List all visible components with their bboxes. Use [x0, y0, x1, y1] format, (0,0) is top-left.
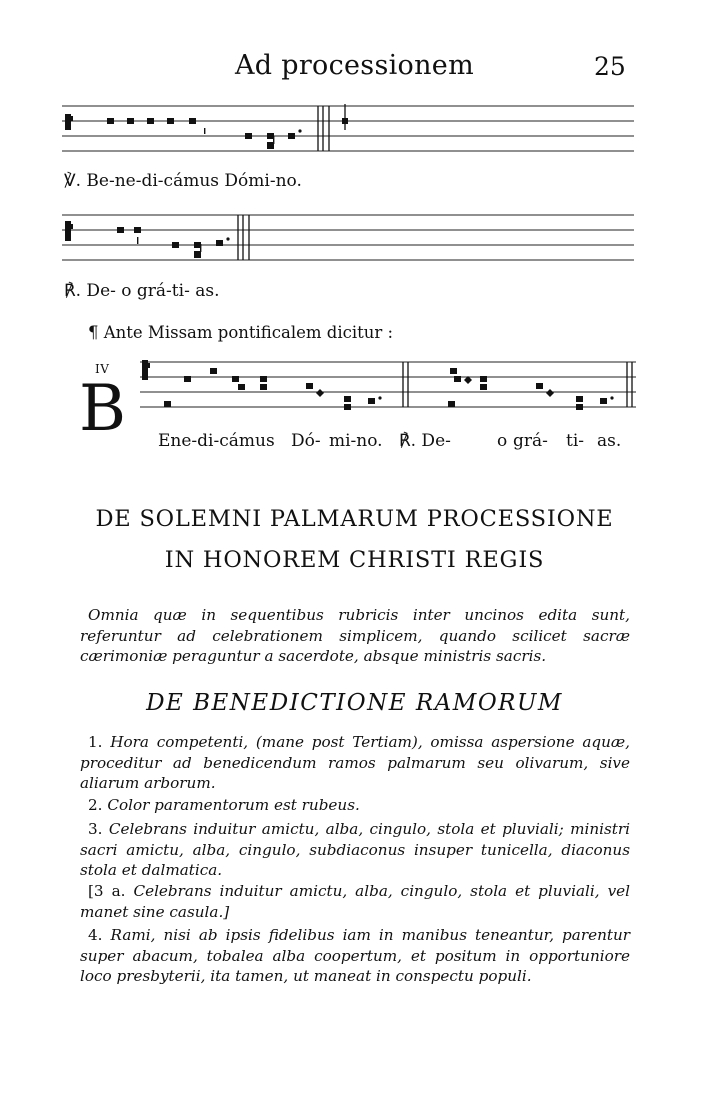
rubric-text: Celebrans induitur amictu, alba, cingulo, stola et pluviali; ministri sacri amictu, alba, cingulo, subdiaconus insuper tunicella, diaconus stola et dalmatica. [80, 820, 631, 879]
chant-staff-1 [62, 104, 634, 156]
chant-syllable: Dó- [291, 431, 321, 451]
intro-note: Omnia quæ in sequentibus rubricis inter uncinos edita sunt, referuntur ad celebrationem simplicem, quando scilicet sacræ cærimoniæ peraguntur a sacerdote, absque ministris sacris. [80, 606, 630, 665]
chant-syllable: ℟. De- [399, 431, 451, 451]
rubric-paragraph [80, 732, 630, 794]
rubric-text: Hora competenti, (mane post Tertiam), omissa aspersione aquæ, proceditur ad benedicendum ramos palmarum seu olivarum, sive aliarum arborum. [80, 733, 630, 792]
rubric-number: [3 a. [88, 882, 126, 900]
chant-syllable: o [497, 431, 508, 451]
response-text: ℟. De- o grá-ti- as. [64, 281, 220, 301]
chant-syllable: Ene-di-cámus [158, 431, 275, 451]
chant-syllable: ti- [566, 431, 585, 451]
chant-syllable: as. [597, 431, 622, 451]
rubric-number: 2. [88, 796, 103, 814]
page-number: 25 [594, 52, 626, 81]
rubric-text: Celebrans induitur amictu, alba, cingulo, stola et pluviali, vel manet sine casula.] [80, 882, 630, 921]
section-title-line-2: IN HONOREM CHRISTI REGIS [164, 547, 545, 573]
rubric-number: 1. [88, 733, 103, 751]
running-title: Ad processionem [235, 50, 474, 81]
initial-letter: B [79, 372, 127, 446]
rubric-text: Color paramentorum est rubeus. [107, 796, 360, 814]
chant-staff-2 [62, 213, 634, 265]
rubric-paragraph [80, 925, 630, 987]
rubric-number: 4. [88, 926, 103, 944]
rubric-text: Rami, nisi ab ipsis fidelibus iam in manibus teneantur, parentur super abacum, tobalea alba coopertum, et positum in opportuniore loco presbyterii, ita tamen, ut maneat in conspectu populi. [80, 926, 631, 985]
mode-label: IV [95, 362, 110, 376]
chant-syllable: mi-no. [329, 431, 383, 451]
rubric-paragraph [80, 819, 630, 881]
rubric-paragraph [80, 881, 630, 922]
rubric-line: ¶ Ante Missam pontificalem dicitur : [88, 323, 394, 342]
section-title-line-1: DE SOLEMNI PALMARUM PROCESSIONE [95, 506, 614, 532]
chant-staff-3 [140, 360, 636, 412]
rubric-number: 3. [88, 820, 103, 838]
subsection-title: DE BENEDICTIONE RAMORUM [146, 690, 563, 716]
rubric-paragraph [80, 795, 630, 816]
chant-syllable: grá- [513, 431, 548, 451]
versicle-text: ℣. Be-ne-di-cámus Dómi-no. [64, 171, 302, 191]
